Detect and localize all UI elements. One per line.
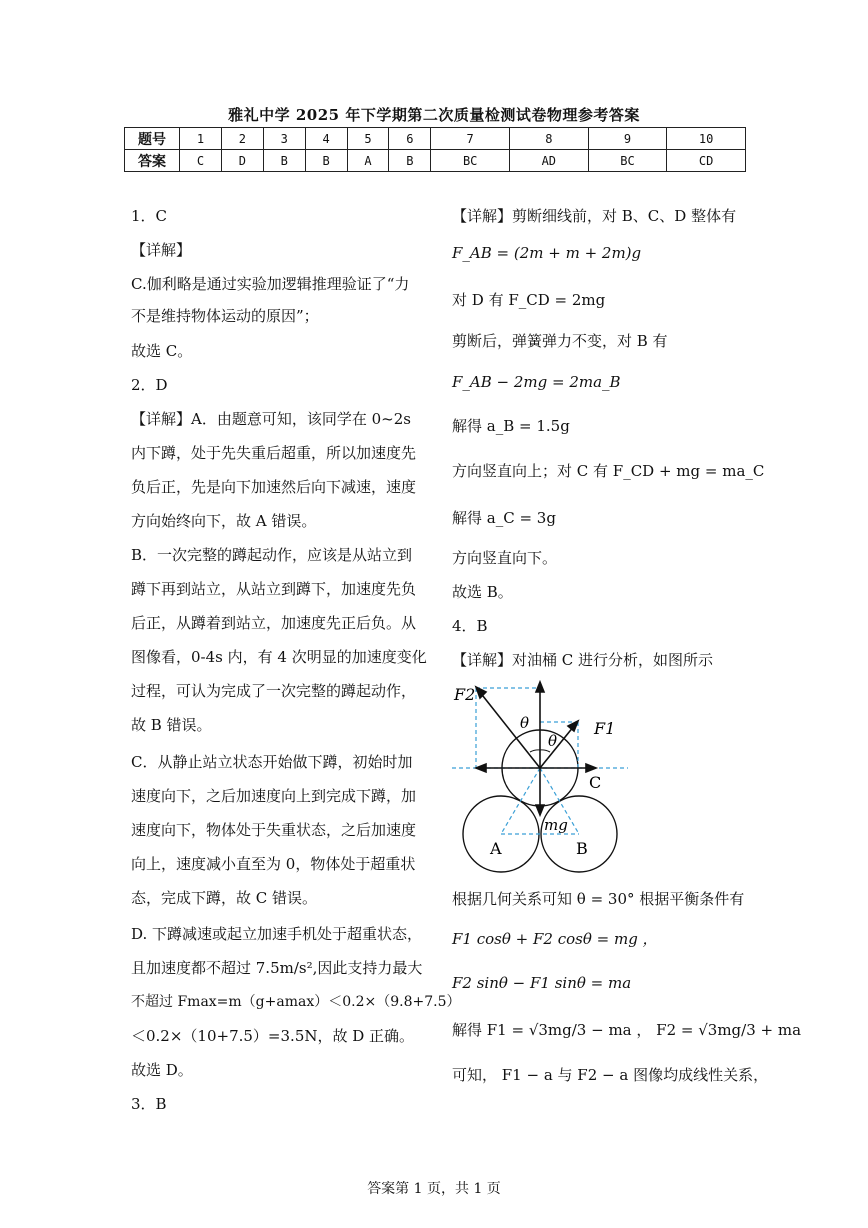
table-cell: B — [389, 150, 431, 172]
table-cell: D — [221, 150, 263, 172]
table-cell: AD — [509, 150, 588, 172]
q3-heading: 3．B — [131, 1095, 167, 1113]
label-f2: F2 — [454, 685, 476, 704]
text-line: 故 B 错误。 — [131, 716, 212, 734]
text-line: 后正，从蹲着到站立，加速度先正后负。从 — [131, 614, 417, 632]
table-cell: 9 — [588, 128, 667, 150]
equation: F1 cosθ + F2 cosθ = mg ， — [452, 930, 658, 948]
label-mg: mg — [544, 816, 568, 834]
text-line: C.伽利略是通过实验加逻辑推理验证了“力 — [131, 275, 410, 293]
table-cell: 6 — [389, 128, 431, 150]
table-cell: BC — [431, 150, 510, 172]
table-cell: BC — [588, 150, 667, 172]
text-line: 负后正，先是向下加速然后向下减速，速度 — [131, 478, 417, 496]
text-line: 不超过 Fmax=m（g+amax）＜0.2×（9.8+7.5） — [131, 994, 461, 1010]
force-diagram — [452, 680, 632, 880]
page-title: 雅礼中学 2025 年下学期第二次质量检测试卷物理参考答案 — [228, 106, 640, 124]
text-line: 【详解】剪断细线前，对 B、C、D 整体有 — [452, 207, 737, 225]
label-f1: F1 — [594, 719, 616, 738]
table-header-number: 题号 — [125, 128, 180, 150]
text-line: 解得 a_B = 1.5g — [452, 417, 570, 435]
table-row-answers — [125, 150, 746, 172]
text-line: 故选 D。 — [131, 1061, 193, 1079]
text-line: 解得 a_C = 3g — [452, 509, 556, 527]
equation: F_AB = (2m + m + 2m)g — [452, 244, 642, 262]
table-cell: 3 — [263, 128, 305, 150]
q1-heading: 1．C — [131, 207, 168, 225]
text-line: 方向竖直向下。 — [452, 549, 558, 567]
text-line: ＜0.2×（10+7.5）=3.5N，故 D 正确。 — [131, 1027, 415, 1045]
text-line: 过程，可认为完成了一次完整的蹲起动作， — [131, 682, 417, 700]
table-cell: 8 — [509, 128, 588, 150]
text-line: 速度向下，之后加速度向上到完成下蹲，加 — [131, 787, 417, 805]
text-line: 解得 F1 = √3mg/3 − ma ， F2 = √3mg/3 + ma — [452, 1021, 802, 1039]
text-line: 剪断后，弹簧弹力不变，对 B 有 — [452, 332, 668, 350]
table-header-answer: 答案 — [125, 150, 180, 172]
table-cell: B — [305, 150, 347, 172]
equation: F_AB − 2mg = 2ma_B — [452, 373, 621, 391]
table-cell: 5 — [347, 128, 389, 150]
q4-heading: 4．B — [452, 617, 488, 635]
table-row-numbers — [125, 128, 746, 150]
q1-detail: 【详解】 — [131, 241, 192, 259]
text-line: 故选 B。 — [452, 583, 513, 601]
table-cell: A — [347, 150, 389, 172]
text-line: 态，完成下蹲，故 C 错误。 — [131, 889, 318, 907]
table-cell: 1 — [180, 128, 222, 150]
table-cell: CD — [667, 150, 746, 172]
text-line: C．从静止站立状态开始做下蹲，初始时加 — [131, 753, 413, 771]
text-line: 【详解】A．由题意可知，该同学在 0~2s — [131, 410, 411, 428]
label-c: C — [589, 773, 602, 792]
table-cell: 7 — [431, 128, 510, 150]
table-cell: B — [263, 150, 305, 172]
answer-table — [124, 127, 746, 172]
text-line: 可知， F1 − a 与 F2 − a 图像均成线性关系， — [452, 1066, 769, 1084]
label-b: B — [576, 839, 588, 858]
text-line: 向上，速度减小直至为 0，物体处于超重状 — [131, 855, 416, 873]
text-line: 且加速度都不超过 7.5m/s²,因此支持力最大 — [131, 959, 423, 977]
label-theta-1: θ — [520, 714, 530, 732]
equation: F2 sinθ − F1 sinθ = ma — [452, 974, 632, 992]
q2-heading: 2．D — [131, 376, 168, 394]
text-line: B．一次完整的蹲起动作，应该是从站立到 — [131, 546, 413, 564]
table-cell: 10 — [667, 128, 746, 150]
text-line: 方向竖直向上；对 C 有 F_CD + mg = ma_C — [452, 462, 765, 480]
text-line: 对 D 有 F_CD = 2mg — [452, 291, 606, 309]
text-line: 内下蹲，处于先失重后超重，所以加速度先 — [131, 444, 417, 462]
table-cell: 4 — [305, 128, 347, 150]
text-line: 故选 C。 — [131, 342, 193, 360]
table-cell: C — [180, 150, 222, 172]
text-line: 【详解】对油桶 C 进行分析，如图所示 — [452, 651, 714, 669]
text-line: 方向始终向下，故 A 错误。 — [131, 512, 317, 530]
text-line: 蹲下再到站立，从站立到蹲下，加速度先负 — [131, 580, 417, 598]
table-cell: 2 — [221, 128, 263, 150]
text-line: D. 下蹲减速或起立加速手机处于超重状态， — [131, 925, 423, 943]
label-a: A — [490, 839, 502, 858]
page-footer: 答案第 1 页，共 1 页 — [367, 1181, 501, 1197]
text-line: 图像看，0-4s 内，有 4 次明显的加速度变化 — [131, 648, 427, 666]
label-theta-2: θ — [548, 732, 558, 750]
text-line: 根据几何关系可知 θ = 30° 根据平衡条件有 — [452, 890, 745, 908]
text-line: 不是维持物体运动的原因”； — [131, 307, 319, 325]
text-line: 速度向下，物体处于失重状态，之后加速度 — [131, 821, 417, 839]
